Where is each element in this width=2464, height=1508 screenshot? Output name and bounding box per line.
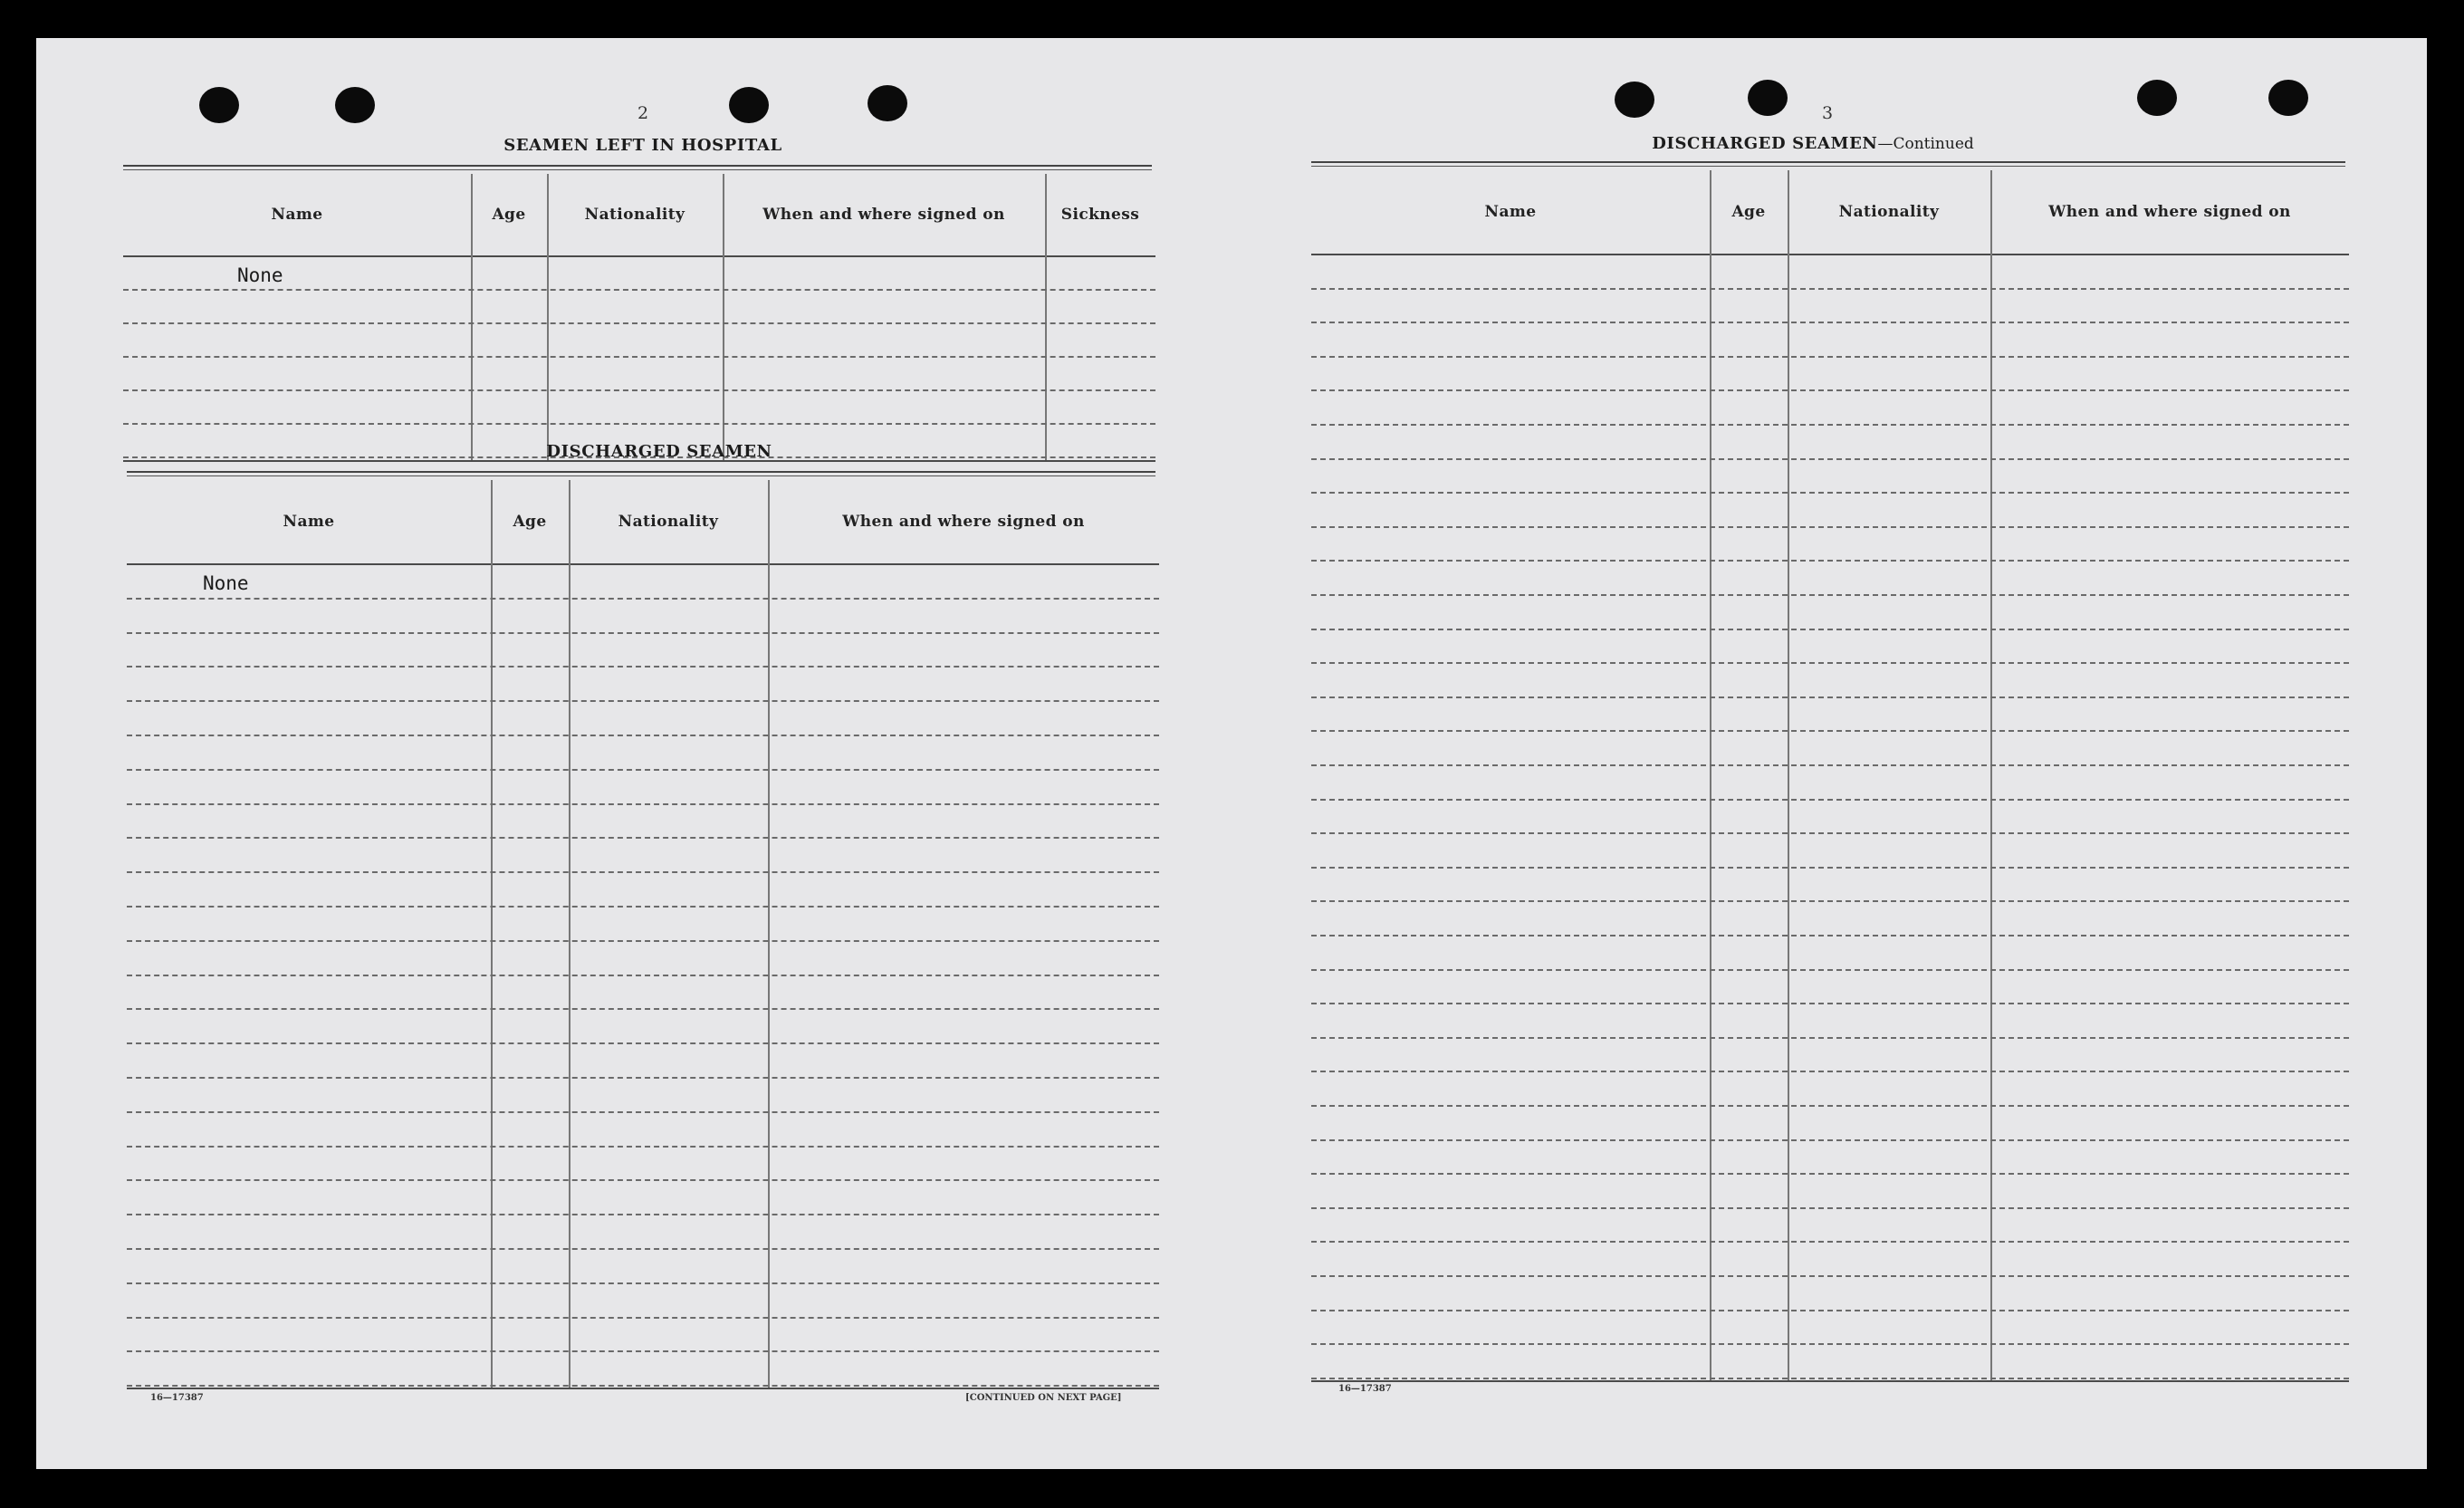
table-row [1311, 424, 2349, 426]
table-row [1311, 1310, 2349, 1311]
hospital-title-rule [123, 165, 1152, 170]
continued-title-rule [1311, 161, 2345, 167]
table-row [1311, 526, 2349, 528]
table-row [1311, 458, 2349, 460]
table-row [1311, 356, 2349, 358]
punch-hole [335, 87, 375, 123]
table-row [127, 1350, 1159, 1352]
column-divider [723, 174, 724, 460]
discharged-continued-table [1311, 170, 2349, 1380]
table-row [127, 1008, 1159, 1010]
table-row [1311, 594, 2349, 596]
table-row [1311, 492, 2349, 494]
form-sheet [36, 38, 2427, 1469]
table-row [123, 356, 1155, 358]
discharged-continued-title-main: DISCHARGED SEAMEN [1652, 134, 1878, 153]
column-header: Name [283, 513, 335, 531]
table-row [127, 1317, 1159, 1319]
table-row [127, 1111, 1159, 1113]
column-header: When and where signed on [2048, 203, 2291, 221]
table-row [1311, 389, 2349, 391]
table-row [127, 975, 1159, 976]
column-header: Nationality [584, 206, 686, 224]
table-row [1311, 764, 2349, 766]
column-divider [1788, 170, 1789, 1380]
table-row [127, 1282, 1159, 1284]
table-row [1311, 935, 2349, 936]
table-row [1311, 1071, 2349, 1072]
punch-hole [199, 87, 239, 123]
column-header: Age [513, 513, 547, 531]
punch-hole [1748, 80, 1788, 116]
form-code-left: 16—17387 [150, 1393, 204, 1403]
table-row [1311, 1378, 2349, 1379]
table-row [127, 666, 1159, 668]
continued-note: [CONTINUED ON NEXT PAGE] [965, 1393, 1122, 1403]
table-header-row [123, 174, 1155, 257]
table-row [127, 1248, 1159, 1250]
table-row [1311, 1343, 2349, 1345]
table-row [127, 1179, 1159, 1181]
table-row [1311, 1105, 2349, 1107]
table-row [127, 769, 1159, 771]
column-divider [491, 480, 493, 1388]
column-divider [1990, 170, 1992, 1380]
punch-hole [2137, 80, 2177, 116]
column-header: Nationality [1838, 203, 1940, 221]
column-divider [471, 174, 473, 460]
table-row [1311, 1003, 2349, 1004]
table-row [1311, 867, 2349, 869]
table-header-row [1311, 170, 2349, 255]
table-row [1311, 560, 2349, 562]
column-header: Name [271, 206, 323, 224]
table-row [1311, 322, 2349, 323]
column-header: Sickness [1060, 206, 1140, 224]
table-row [127, 1385, 1159, 1387]
page-number-right: 3 [1821, 103, 1834, 123]
punch-hole [1615, 82, 1654, 118]
name-entry: None [237, 264, 283, 286]
table-row [127, 735, 1159, 736]
table-row [1311, 1207, 2349, 1209]
column-header: When and where signed on [762, 206, 1005, 224]
table-row [1311, 832, 2349, 834]
punch-hole [729, 87, 769, 123]
table-row [123, 423, 1155, 425]
table-header-row [127, 480, 1159, 565]
table-row [123, 289, 1155, 291]
table-row [127, 906, 1159, 908]
column-header: Age [1731, 203, 1766, 221]
table-row [1311, 1173, 2349, 1175]
hospital-section-title: SEAMEN LEFT IN HOSPITAL [503, 136, 782, 155]
table-row [127, 940, 1159, 942]
discharged-section-title: DISCHARGED SEAMEN [546, 442, 772, 461]
discharged-table [127, 480, 1159, 1388]
discharged-continued-title [1652, 134, 1974, 153]
table-row [127, 803, 1159, 805]
discharged-continued-suffix: —Continued [1877, 135, 1974, 153]
column-divider [1045, 174, 1047, 460]
column-header: Age [492, 206, 526, 224]
table-row [1311, 730, 2349, 732]
column-header: Nationality [618, 513, 719, 531]
column-header: Name [1484, 203, 1537, 221]
table-row [1311, 900, 2349, 902]
table-row [123, 389, 1155, 391]
table-row [1311, 696, 2349, 698]
table-row [127, 1214, 1159, 1215]
page-number-left: 2 [637, 103, 649, 123]
table-row [1311, 1037, 2349, 1039]
table-row [123, 322, 1155, 324]
table-row [127, 632, 1159, 634]
column-divider [547, 174, 549, 460]
column-divider [768, 480, 770, 1388]
table-row [127, 1042, 1159, 1044]
table-row [127, 1146, 1159, 1148]
table-row [127, 1077, 1159, 1079]
table-row [1311, 662, 2349, 664]
punch-hole [2268, 80, 2308, 116]
table-row [1311, 1275, 2349, 1277]
table-row [1311, 629, 2349, 630]
discharged-title-rule [127, 471, 1155, 476]
column-divider [569, 480, 570, 1388]
column-divider [1710, 170, 1711, 1380]
table-row [1311, 799, 2349, 801]
table-row [127, 837, 1159, 839]
table-row [127, 598, 1159, 600]
form-code-right: 16—17387 [1338, 1384, 1392, 1394]
table-row [1311, 1241, 2349, 1243]
table-bottom-rule [127, 1388, 1159, 1389]
table-row [127, 700, 1159, 702]
table-row [1311, 288, 2349, 290]
column-header: When and where signed on [842, 513, 1085, 531]
table-row [1311, 969, 2349, 971]
table-row [1311, 1139, 2349, 1141]
punch-hole [868, 85, 907, 121]
table-row [127, 871, 1159, 873]
table-bottom-rule [1311, 1380, 2349, 1382]
hospital-table [123, 174, 1155, 460]
name-entry: None [203, 572, 249, 594]
